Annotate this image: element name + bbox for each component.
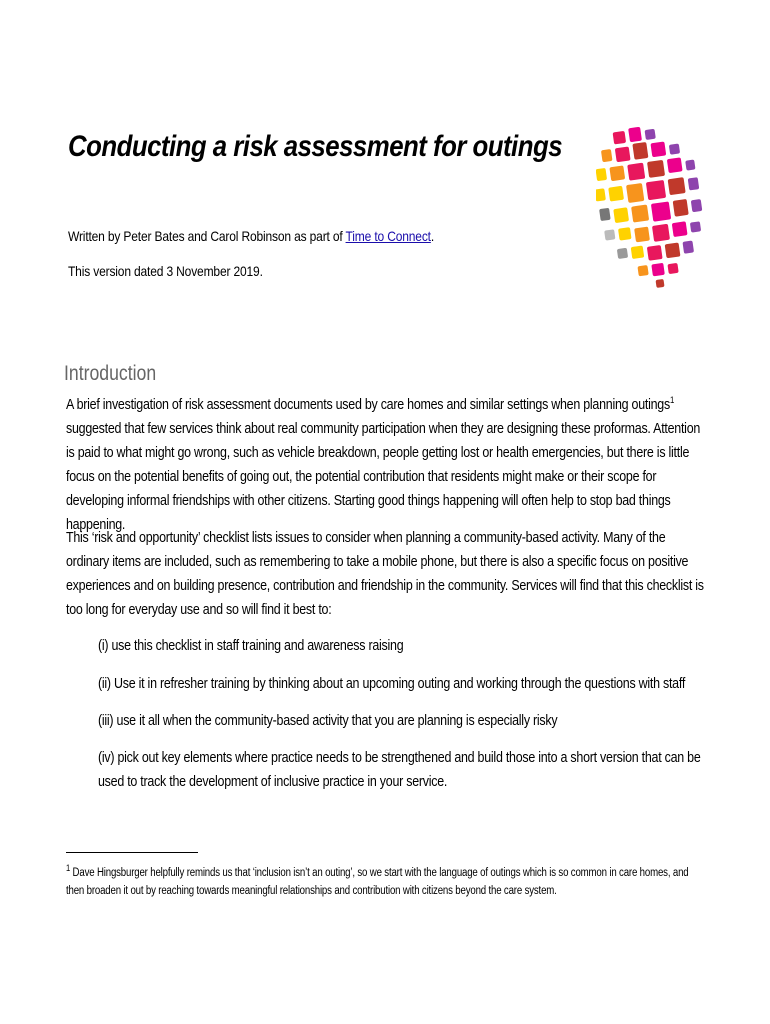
logo-tile	[645, 129, 656, 140]
logo-tile	[665, 242, 681, 258]
logo-tile	[617, 248, 628, 259]
logo-tile	[609, 165, 625, 181]
document-title: Conducting a risk assessment for outings	[68, 130, 563, 163]
authors-text: Written by Peter Bates and Carol Robinson as part of	[68, 228, 346, 244]
logo-tile	[652, 224, 670, 242]
logo-tile	[615, 146, 631, 162]
logo-tile	[646, 180, 666, 200]
list-item: (iv) pick out key elements where practice needs to be strengthened and build those into a short version that can be used to track the development of inclusive practice in your service.	[98, 750, 701, 790]
footnote-reference[interactable]: 1	[669, 395, 675, 406]
list-item: (i) use this checklist in staff training and awareness raising	[98, 638, 404, 654]
logo-tile	[634, 227, 650, 243]
logo-tile	[613, 207, 629, 223]
logo-tile	[596, 168, 607, 181]
logo-tile	[667, 263, 678, 274]
time-to-connect-logo	[596, 122, 706, 302]
authors-suffix: .	[430, 228, 435, 244]
logo-tile	[618, 227, 632, 241]
logo-tile	[601, 149, 613, 162]
logo-tile	[691, 199, 703, 212]
logo-tile	[631, 245, 645, 259]
logo-tile	[669, 143, 680, 154]
footnote-text: Dave Hingsburger helpfully reminds us that ‘inclusion isn’t an outing’, so we start with the language of outings which is so common in care homes, and then broaden it out by reaching towards meaningful relationships and contribution with citizens beyond the care system.	[66, 867, 689, 897]
authors-line	[68, 228, 434, 244]
logo-tile	[647, 245, 663, 261]
logo-tile	[608, 186, 624, 202]
logo-tile	[632, 142, 648, 160]
logo-tile	[690, 221, 701, 232]
logo-tile	[650, 141, 666, 157]
logo-tile	[688, 177, 700, 190]
intro-paragraph-2: This ‘risk and opportunity’ checklist lists issues to consider when planning a community-based activity. Many of the ordinary items are included, such as remembering to take a mobile phone, but there is also a specific focus on positive experiences and on building presence, contribution and friendship in the community. Services will find that this checklist is too long for everyday use and so will find it best to:	[66, 530, 704, 618]
logo-tile	[637, 265, 648, 276]
logo-tile	[651, 263, 665, 277]
time-to-connect-link[interactable]: Time to Connect	[345, 228, 431, 244]
logo-tile	[685, 159, 695, 170]
logo-tile	[596, 188, 606, 201]
intro-paragraph-1	[66, 393, 707, 537]
footnote-marker: 1	[66, 863, 71, 874]
logo-tile	[668, 177, 686, 195]
logo-tile	[628, 127, 642, 143]
list-item: (ii) Use it in refresher training by thinking about an upcoming outing and working through the questions with staff	[98, 676, 686, 692]
logo-tile	[647, 160, 665, 178]
logo-tile	[627, 163, 645, 181]
logo-tile	[613, 131, 627, 145]
logo-tile	[673, 199, 689, 217]
list-item: (iii) use it all when the community-based activity that you are planning is especially risky	[98, 713, 558, 729]
intro-paragraph-1-text: A brief investigation of risk assessment documents used by care homes and similar settings when planning outings	[66, 397, 670, 413]
footnote-divider	[66, 852, 198, 853]
logo-tile	[631, 204, 649, 222]
version-line: This version dated 3 November 2019.	[68, 263, 263, 279]
logo-tile	[651, 201, 671, 221]
logo-tile	[656, 279, 665, 288]
logo-tile	[682, 241, 694, 254]
intro-paragraph-1-text-cont: suggested that few services think about real community participation when they are designing these proformas. Attention is paid to what might go wrong, such as vehicle breakdown, people getting lost or health emergencies, but there is little focus on the potential benefits of going out, the potential contribution that residents might make or their scope for developing informal friendships with other citizens. Starting good things happening will often help to stop bad things happening.	[66, 421, 701, 533]
logo-tile	[599, 208, 611, 221]
footnote	[66, 864, 704, 900]
logo-tile	[672, 221, 688, 237]
logo-tile	[604, 229, 615, 240]
logo-tile	[667, 157, 683, 173]
logo-tile	[626, 183, 644, 203]
introduction-heading: Introduction	[64, 362, 157, 385]
